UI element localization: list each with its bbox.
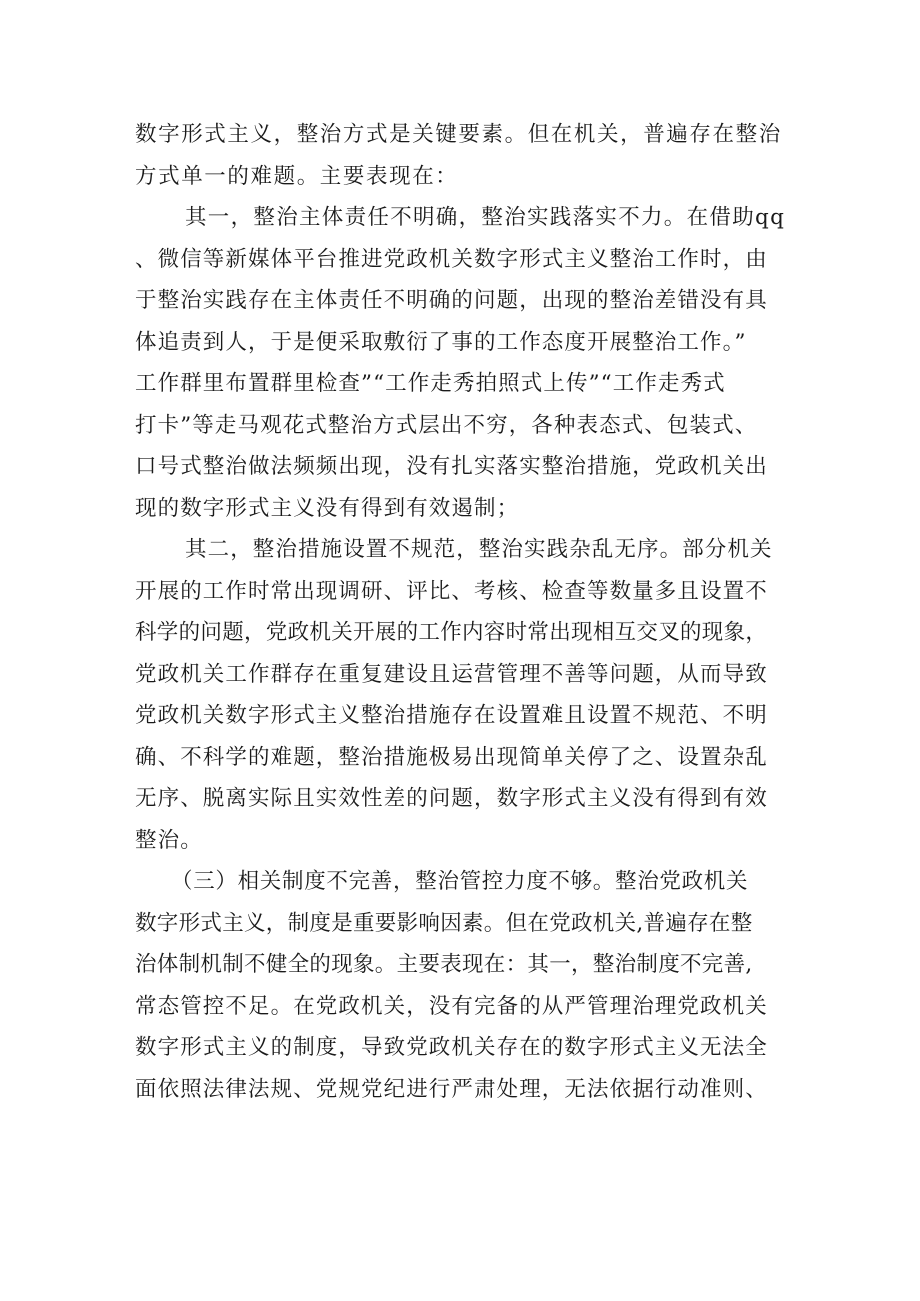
text-line: （三）相关制度不完善，整治管控力度不够。整治党政机关 bbox=[171, 869, 749, 894]
text-line: 科学的问题，党政机关开展的工作内容时常出现相互交叉的现象， bbox=[135, 620, 768, 645]
text-line: 体追责到人，于是便采取敷衍了事的工作态度开展整治工作。” bbox=[135, 329, 747, 355]
text-line: 党政机关工作群存在重复建设且运营管理不善等问题，从而导致 bbox=[135, 661, 768, 687]
text-line: 工作群里布置群里检查”“工作走秀拍照式上传”“工作走秀式 bbox=[135, 371, 726, 396]
text-line: 面依照法律法规、党规党纪进行严肃处理，无法依据行动准则、 bbox=[135, 1076, 768, 1102]
text-line: 口号式整治做法频频出现，没有扎实落实整治措施，党政机关出 bbox=[135, 454, 768, 479]
text-line: 打卡”等走马观花式整治方式层出不穷，各种表态式、包装式、 bbox=[135, 412, 758, 438]
text-line: 其二，整治措施设置不规范，整治实践杂乱无序。部分机关 bbox=[185, 537, 773, 562]
text-line: 数字形式主义，整治方式是关键要素。但在机关，普遍存在整治 bbox=[135, 122, 782, 147]
text-line: 无序、脱离实际且实效性差的问题，数字形式主义没有得到有效 bbox=[135, 786, 768, 811]
text-line: 其一，整治主体责任不明确，整治实践落实不力。在借助qq bbox=[185, 205, 786, 230]
text-line: 治体制机制不健全的现象。主要表现在：其一，整治制度不完善, bbox=[135, 952, 753, 977]
text-line: 确、不科学的难题，整治措施极易出现简单关停了之、设置杂乱 bbox=[135, 744, 768, 770]
document-body bbox=[135, 114, 795, 1110]
text-line: 开展的工作时常出现调研、评比、考核、检查等数量多且设置不 bbox=[135, 578, 768, 604]
text-line: 党政机关数字形式主义整治措施存在设置难且设置不规范、不明 bbox=[135, 703, 768, 728]
text-line: 现的数字形式主义没有得到有效遏制； bbox=[135, 495, 520, 521]
text-line: 整治。 bbox=[135, 827, 203, 853]
text-line: 数字形式主义，制度是重要影响因素。但在党政机关,普遍存在整 bbox=[135, 910, 753, 936]
text-line: 数字形式主义的制度，导致党政机关存在的数字形式主义无法全 bbox=[135, 1035, 768, 1060]
text-line: 于整治实践存在主体责任不明确的问题，出现的整治差错没有具 bbox=[135, 288, 768, 313]
text-line: 常态管控不足。在党政机关，没有完备的从严管理治理党政机关 bbox=[135, 993, 768, 1019]
text-line: 方式单一的难题。主要表现在： bbox=[135, 163, 459, 189]
text-line: 、微信等新媒体平台推进党政机关数字形式主义整治工作时，由 bbox=[135, 246, 768, 272]
